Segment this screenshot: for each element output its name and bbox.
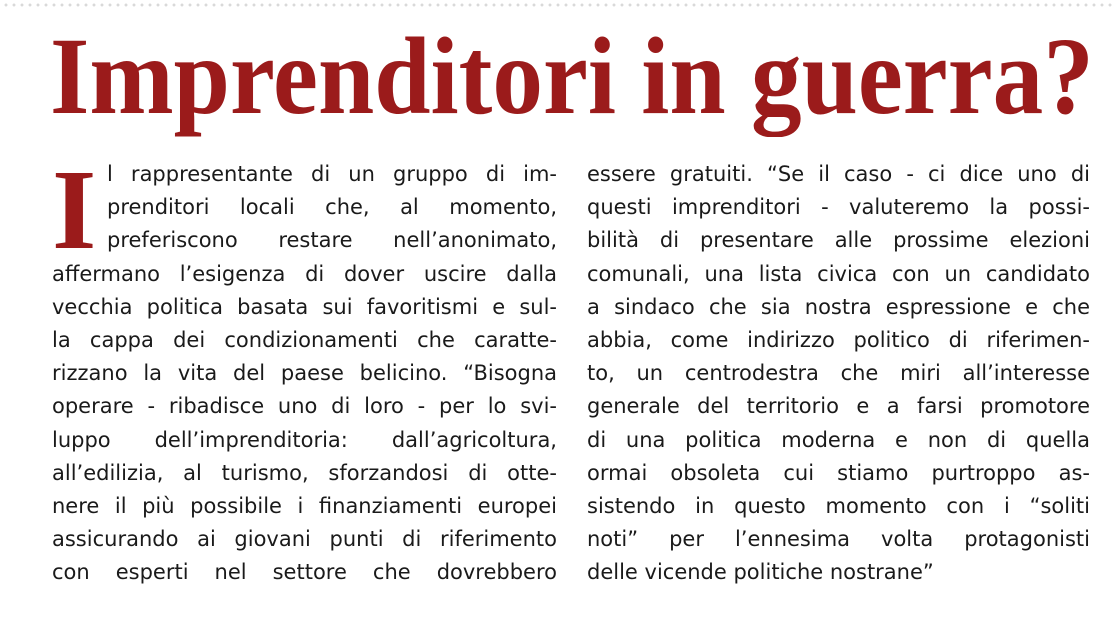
text-line: all’edilizia, al turismo, sforzandosi di otte- [52,460,557,485]
text-line: ormai obsoleta cui stiamo purtroppo as- [587,460,1090,485]
text-line: luppo dell’imprenditoria: dall’agricoltura, [52,427,557,452]
text-line: abbia, come indirizzo politico di riferimen- [587,327,1090,352]
article-headline: Imprenditori in guerra? [50,15,1094,137]
text-line: operare - ribadisce uno di loro - per lo svi- [52,394,557,419]
article-column-right [587,158,1090,589]
text-line: vecchia politica basata sui favoritismi e sul- [52,294,557,319]
text-line: prenditori locali che, al momento, [107,195,557,220]
text-line: sistendo in questo momento con i “soliti [587,493,1090,518]
drop-cap: I [52,146,97,273]
text-line: noti” per l’ennesima volta protagonisti [587,527,1090,552]
text-line: delle vicende politiche nostrane” [587,560,934,585]
text-line: bilità di presentare alle prossime elezioni [587,228,1090,253]
text-line: comunali, una lista civica con un candidato [587,261,1090,286]
text-line: nere il più possibile i finanziamenti europei [52,493,557,518]
text-line: a sindaco che sia nostra espressione e che [587,294,1090,319]
article-column-left [52,146,557,589]
text-line: questi imprenditori - valuteremo la possi- [587,195,1090,220]
text-line: con esperti nel settore che dovrebbero [52,560,557,585]
text-line: generale del territorio e a farsi promotore [587,394,1090,419]
text-line: di una politica moderna e non di quella [587,427,1090,452]
text-line: essere gratuiti. “Se il caso - ci dice uno di [587,162,1090,186]
text-line: affermano l’esigenza di dover uscire dalla [52,261,557,286]
text-line: la cappa dei condizionamenti che caratte- [52,327,557,352]
text-line: l rappresentante di un gruppo di im- [107,162,557,186]
text-line: preferiscono restare nell’anonimato, [107,228,557,253]
text-line: to, un centrodestra che miri all’interesse [587,361,1090,386]
text-line: rizzano la vita del paese belicino. “Bisogna [52,361,557,386]
text-line: assicurando ai giovani punti di riferimento [52,527,557,552]
